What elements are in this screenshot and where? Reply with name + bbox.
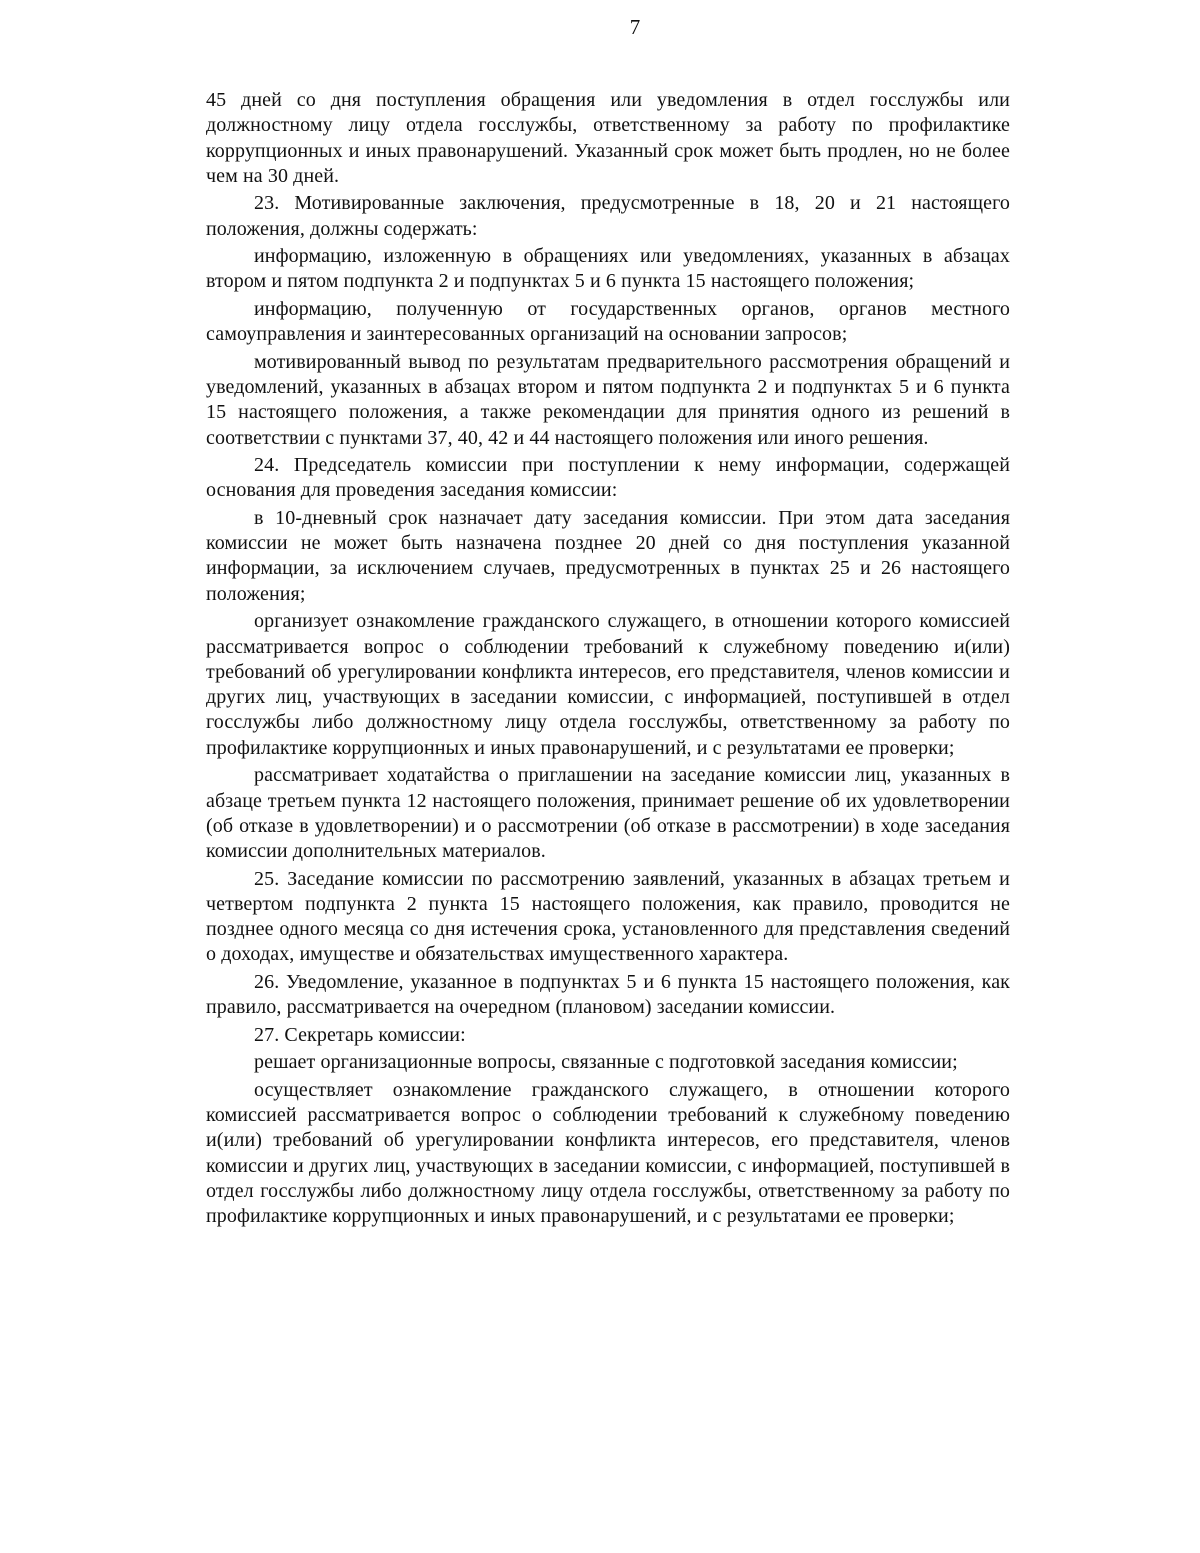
paragraph-24-subitem-1: в 10-дневный срок назначает дату заседания комиссии. При этом дата заседания комиссии не может быть назначена позднее 20 дней со дня поступления указанной информации, за исключением случаев, предусмотренных в пунктах 25 и 26 настоящего положения; bbox=[206, 506, 1010, 605]
paragraph-23-subitem-1: информацию, изложенную в обращениях или уведомлениях, указанных в абзацах втором и пятом подпункта 2 и подпунктах 5 и 6 пункта 15 настоящего положения; bbox=[206, 245, 1010, 293]
paragraph-item-27: 27. Секретарь комиссии: bbox=[254, 1023, 466, 1046]
paragraph-item-25: 25. Заседание комиссии по рассмотрению заявлений, указанных в абзацах третьем и четвертом подпункта 2 пункта 15 настоящего положения, как правило, проводится не позднее одного месяца со дня истечения срока, установленного для представления сведений о доходах, имуществе и обязательствах имущественного характера. bbox=[206, 867, 1010, 966]
paragraph-23-subitem-3: мотивированный вывод по результатам предварительного рассмотрения обращений и уведомлений, указанных в абзацах втором и пятом подпункта 2 и подпунктах 5 и 6 пункта 15 настоящего положения, а также рекомендации для принятия одного из решений в соответствии с пунктами 37, 40, 42 и 44 настоящего положения или иного решения. bbox=[206, 350, 1010, 449]
paragraph-item-24: 24. Председатель комиссии при поступлении к нему информации, содержащей основания для проведения заседания комиссии: bbox=[206, 454, 1010, 502]
paragraph-item-26: 26. Уведомление, указанное в подпунктах 5 и 6 пункта 15 настоящего положения, как правило, рассматривается на очередном (плановом) заседании комиссии. bbox=[206, 970, 1010, 1019]
paragraph-27-subitem-2: осуществляет ознакомление гражданского служащего, в отношении которого комиссией рассматривается вопрос о соблюдении требований к служебному поведению и(или) требований об урегулировании конфликта интересов, его представителя, членов комиссии и других лиц, участвующих в заседании комиссии, с информацией, поступившей в отдел госслужбы либо должностному лицу отдела госслужбы, ответственному за работу по профилактике коррупционных и иных правонарушений, и с результатами ее проверки; bbox=[206, 1078, 1010, 1228]
document-body bbox=[206, 88, 1010, 1232]
page-number: 7 bbox=[629, 15, 641, 39]
paragraph-24-subitem-3: рассматривает ходатайства о приглашении на заседание комиссии лиц, указанных в абзаце третьем пункта 12 настоящего положения, принимает решение об их удовлетворении (об отказе в удовлетворении) и о рассмотрении (об отказе в рассмотрении) в ходе заседания комиссии дополнительных материалов. bbox=[206, 764, 1010, 863]
paragraph-24-subitem-2: организует ознакомление гражданского служащего, в отношении которого комиссией рассматривается вопрос о соблюдении требований к служебному поведению и(или) требований об урегулировании конфликта интересов, его представителя, членов комиссии и других лиц, участвующих в заседании комиссии, с информацией, поступившей в отдел госслужбы либо должностному лицу отдела госслужбы, ответственному за работу по профилактике коррупционных и иных правонарушений, и с результатами ее проверки; bbox=[206, 610, 1010, 759]
paragraph-item-23: 23. Мотивированные заключения, предусмотренные в 18, 20 и 21 настоящего положения, должны содержать: bbox=[206, 192, 1010, 240]
paragraph-continuation: 45 дней со дня поступления обращения или уведомления в отдел госслужбы или должностному лицу отдела госслужбы, ответственному за работу по профилактике коррупционных и иных правонарушений. Указанный срок может быть продлен, но не более чем на 30 дней. bbox=[206, 89, 1010, 187]
paragraph-27-subitem-1: решает организационные вопросы, связанные с подготовкой заседания комиссии; bbox=[254, 1051, 958, 1074]
paragraph-23-subitem-2: информацию, полученную от государственных органов, органов местного самоуправления и заинтересованных организаций на основании запросов; bbox=[206, 297, 1010, 346]
